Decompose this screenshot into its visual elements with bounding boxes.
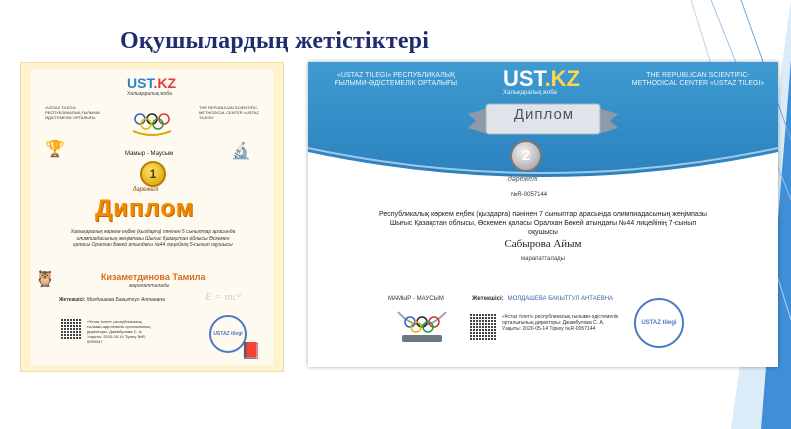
awarded-label: марапатталады bbox=[129, 283, 170, 289]
stamp-icon: USTAZ tilegi bbox=[634, 298, 684, 348]
header-swoop bbox=[308, 132, 778, 192]
qr-code-icon bbox=[61, 319, 81, 339]
stamp-icon: USTAZ tilegi bbox=[209, 315, 247, 353]
org-name-kz: «USTAZ TILEGI» РЕСПУБЛИКАЛЫҚ ҒЫЛЫМИ-ӘДІСТЕМЕЛІК ОРТАЛЫҒЫ bbox=[334, 72, 458, 87]
student-name: Кизаметдинова Тамила bbox=[101, 272, 206, 282]
olympiad-emblem-icon bbox=[131, 109, 173, 139]
olympiad-emblem-icon bbox=[394, 308, 450, 344]
certificate-body bbox=[31, 69, 273, 365]
student-name: Сабырова Айым bbox=[504, 238, 582, 250]
season: Мамыр - Маусым bbox=[125, 151, 174, 157]
qr-code-icon bbox=[470, 314, 496, 340]
registration-number: №R-0057144 bbox=[511, 192, 548, 198]
certificate-first-place bbox=[20, 62, 284, 372]
logo-subtitle: Халықаралық жоба bbox=[503, 90, 557, 96]
org-name-en: THE REPUBLICAN SCIENTIFIC-METHODICAL CENTER «USTAZ TILEGI» bbox=[631, 72, 765, 87]
ust-logo: UST.KZ bbox=[127, 75, 177, 91]
owl-icon: 🦉 bbox=[35, 271, 55, 288]
microscope-icon: 🔬 bbox=[231, 143, 251, 160]
signature-block: «Ұстаз тілегі» республикалық ғылыми-әдістемелік орталығының директоры: Джамбулова С. А. Уақыты: 2020-05-14 Тіркеу №R-0059347 bbox=[87, 319, 151, 344]
place-medal: 2 bbox=[510, 140, 542, 172]
certificate-second-place bbox=[308, 62, 778, 367]
award-text: Халықаралық көркем еңбек (қыздарға) пәнінен 5 сыныптар арасында олимпиадасының жеңімпазы Шығыс Қазақстан облысы Өскемен қаласы Оралхан Бөкей атындағы №44 лицейінің 5-сынып оқушысы bbox=[70, 229, 236, 248]
diploma-title: Диплом bbox=[513, 106, 575, 123]
signature-block: «Ұстаз тілегі» республикалық ғылыми-әдістемелік орталығының директоры: Джамбулова С. А. Уақыты: 2020-05-14 Тіркеу №R-0057144 bbox=[502, 314, 619, 332]
book-icon: 📕 bbox=[241, 343, 261, 360]
slide-title: Оқушылардың жетістіктері bbox=[120, 28, 430, 54]
place-medal: 1 bbox=[140, 161, 166, 187]
supervisor: Жетекшісі: МОЛДАШЕВА БАКЫТГУЛ АНТАЕВНА bbox=[472, 296, 614, 302]
ust-logo: UST.KZ bbox=[503, 66, 581, 91]
awarded-label: марапатталады bbox=[520, 256, 565, 262]
formula-decoration: E = mc² bbox=[205, 291, 241, 303]
degree-label: дәрежелі bbox=[133, 187, 159, 193]
season: МАМЫР - МАУСЫМ bbox=[388, 296, 444, 302]
degree-label: дәрежелі bbox=[508, 176, 538, 183]
supervisor: Жетекшісі: Молдашева Бакытгүл Антаевна bbox=[59, 297, 165, 303]
trophy-icon: 🏆 bbox=[45, 141, 65, 158]
org-name-kz: «USTAZ TILEGI» РЕСПУБЛИКАЛЫҚ ҒЫЛЫМИ-ӘДІСТЕМЕЛІК ОРТАЛЫҒЫ bbox=[45, 105, 101, 120]
diploma-title: Диплом bbox=[95, 195, 195, 222]
award-text: Республикалық көркем еңбек (қыздарға) пәнінен 7 сыныптар арасында олимпиадасының жеңімпазы Шығыс Қазақстан облысы, Өскемен қаласы Оралхан Бөкей атындағы №44 лицейінің 7-сынып оқушысы bbox=[379, 211, 707, 236]
logo-subtitle: Халықаралық жоба bbox=[127, 91, 172, 97]
org-name-en: THE REPUBLICAN SCIENTIFIC-METHODICAL CENTER «USTAZ TILEGI» bbox=[199, 105, 259, 120]
